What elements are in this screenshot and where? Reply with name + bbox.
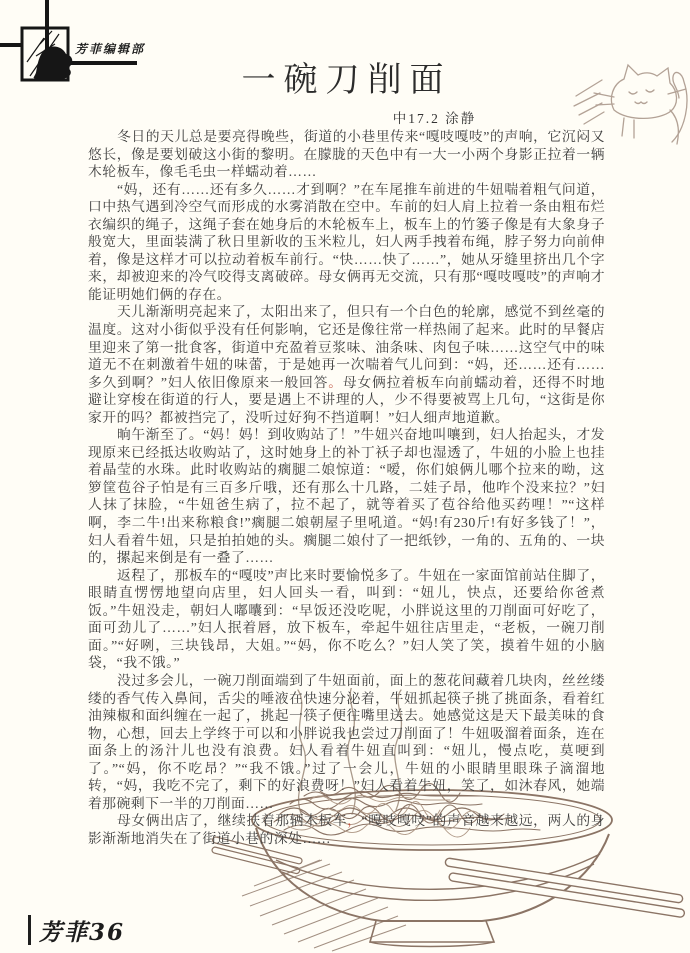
paragraph: 返程了，那板车的“嘎吱”声比来时要愉悦多了。牛妞在一家面馆前站住脚了，眼睛直愣愣地望向店里，妇人回头一看，叫到：“妞儿，快点，还要给你爸煮饭。”牛妞没走，朝妇人嘟囔到：“早饭还没吃呢，小胖说这里的刀削面可好吃了，面可劲儿了……”妇人抿着唇，放下板车，牵起牛妞往店里走，“老板，一碗刀削面。”“好咧，三块钱昂，大姐。”“妈，你不吃么？”妇人笑了笑，摸着牛妞的小脑袋，“我不饿。” (88, 567, 605, 671)
footer-bar (28, 915, 31, 945)
author-byline: 中17.2 涂静 (392, 111, 477, 126)
paragraph: 没过多会儿，一碗刀削面端到了牛妞面前，面上的葱花间藏着几块肉，丝丝缕缕的香气传入鼻间，舌尖的唾液在快速分泌着，牛妞抓起筷子挑了挑面条，看着红油辣椒和面纠缠在一起了，挑起一筷子便往嘴里送去。她感觉这是天下最美味的食物，心想，回去上学终于可以和小胖说我也尝过刀削面了！牛妞吸溜着面条，连在面条上的汤汁儿也没有浪费。妇人看着牛妞直叫到：“妞儿，慢点吃，莫哽到了。”“妈，你不吃昂？”“我不饿。”过了一会儿，牛妞的小眼睛里眼珠子滴溜地转，“妈，我吃不完了，剩下的好浪费呀！”妇人看着牛妞，笑了，如沐春风，她端着那碗剩下一半的刀削面…… (88, 672, 605, 811)
paragraph: 天儿渐渐明亮起来了，太阳出来了，但只有一个白色的轮廓，感觉不到丝毫的温度。这对小街似乎没有任何影响，它还是像往常一样热闹了起来。此时的早餐店里迎来了第一批食客，街道中充盈着豆浆味、油条味、肉包子味……这空气中的味道无不在刺激着牛妞的味蕾，于是她再一次喘着气儿问到：“妈，还……还有……多久到啊？”妇人依旧像原来一般回答。母女俩拉着板车向前蠕动着，还得不时地避让穿梭在街道的行人，要是遇上不讲理的人，少不得要被骂上几句，“这街是你家开的吗？都被挡完了，没听过好狗不挡道啊！”妇人细声地道歉。 (88, 304, 606, 425)
logo-calligraphy-text: 芳菲编辑部 (75, 42, 146, 56)
right-chopsticks (443, 858, 687, 918)
title-block (88, 52, 605, 127)
footer-text (39, 914, 125, 947)
page-title: 一碗刀削面 (241, 60, 452, 100)
paragraph: 冬日的天儿总是要亮得晚些，街道的小巷里传来“嘎吱嘎吱”的声响，它沉闷又悠长，像是要划破这小街的黎明。在朦胧的天色中有一大一小两个身影正拉着一辆木轮板车，像毛毛虫一样蠕动着…… (88, 129, 605, 180)
page-footer (28, 912, 125, 948)
paragraph: 母女俩出店了，继续扶着那辆木板车，“嘎吱嘎吱”的声音越来越远，两人的身影渐渐地消失在了街道小巷的深处…… (88, 813, 606, 846)
page-number: 36 (89, 918, 126, 946)
magazine-name: 芳菲 (39, 918, 89, 946)
shadow-hatching (242, 860, 406, 951)
paragraph: “妈，还有……还有多久……才到啊？”在车尾推车前进的牛妞喘着粗气问道，口中热气遇到冷空气而形成的水雾消散在空中。车前的妇人肩上拉着一条由粗布烂衣编织的绳子，这绳子套在她身后的木轮板车上，板车上的竹篓子像是有大象身子般宽大，里面装满了秋日里新收的玉米粒儿，妇人两手拽着布绳，脖子努力向前伸着，像是这样才可以拉动着板车前行。“快……快了……”，她从牙缝里挤出几个字来，却被迎来的冷气咬得支离破碎。母女俩再无交流，只有那“嘎吱嘎吱”的声响才能证明她们俩的存在。 (88, 181, 605, 302)
paragraph: 晌午渐至了。“妈！妈！到收购站了！”牛妞兴奋地叫嚷到，妇人抬起头，才发现原来已经抵达收购站了，这时她身上的补丁袄子却也湿透了，牛妞的小脸上也挂着晶莹的水珠。此时收购站的瘸腿二娘惊道：“嗳，你们娘俩儿哪个拉来的呦，这箩筐苞谷子怕是有三百多斤哦，还有那么十几路，二娃子昂，他咋个没来拉？”妇人抹了抹脸，“牛妞爸生病了，拉不起了，就等着买了苞谷给他买药哩！”“这样啊，李二牛!出来称粮食!”瘸腿二娘朝屋子里吼道。“妈!有230斤!有好多钱了！”，妇人看着牛妞，只是拍拍她的头。瘸腿二娘付了一把纸钞，一角的、五角的、一块的，摞起来倒是有一叠了…… (88, 427, 605, 566)
article-body (88, 128, 605, 847)
